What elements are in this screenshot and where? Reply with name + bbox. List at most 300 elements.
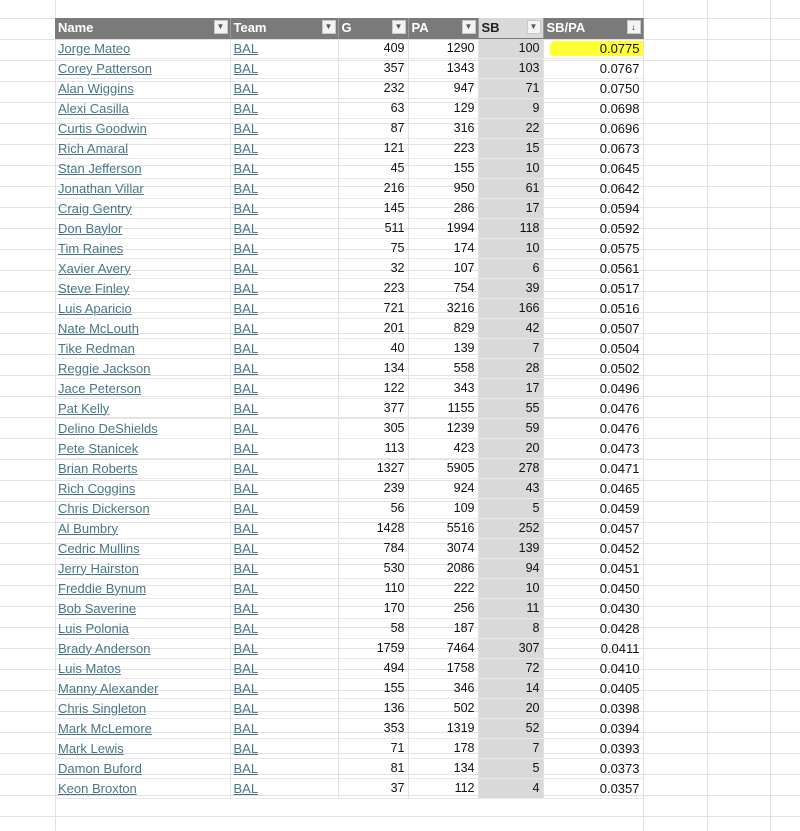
cell-g[interactable]: 40 bbox=[338, 338, 408, 358]
cell-sb[interactable]: 166 bbox=[478, 298, 543, 318]
column-header-pa[interactable] bbox=[408, 18, 478, 38]
cell-pa[interactable]: 558 bbox=[408, 358, 478, 378]
cell-sb-per-pa[interactable]: 0.0398 bbox=[543, 698, 643, 718]
cell-pa[interactable]: 109 bbox=[408, 498, 478, 518]
cell-g[interactable]: 113 bbox=[338, 438, 408, 458]
cell-name[interactable] bbox=[55, 718, 230, 738]
cell-pa[interactable]: 5905 bbox=[408, 458, 478, 478]
team-link[interactable]: BAL bbox=[233, 540, 259, 556]
column-header-name[interactable] bbox=[55, 18, 230, 38]
cell-name[interactable] bbox=[55, 78, 230, 98]
cell-name[interactable] bbox=[55, 558, 230, 578]
cell-sb[interactable]: 7 bbox=[478, 738, 543, 758]
cell-sb-per-pa[interactable]: 0.0594 bbox=[543, 198, 643, 218]
cell-team[interactable] bbox=[230, 658, 338, 678]
team-link[interactable]: BAL bbox=[233, 280, 259, 296]
cell-g[interactable]: 353 bbox=[338, 718, 408, 738]
team-link[interactable]: BAL bbox=[233, 60, 259, 76]
cell-g[interactable]: 136 bbox=[338, 698, 408, 718]
player-link[interactable]: Freddie Bynum bbox=[58, 580, 147, 596]
cell-g[interactable]: 511 bbox=[338, 218, 408, 238]
team-link[interactable]: BAL bbox=[233, 320, 259, 336]
cell-name[interactable] bbox=[55, 218, 230, 238]
cell-sb-per-pa[interactable]: 0.0561 bbox=[543, 258, 643, 278]
cell-sb[interactable]: 278 bbox=[478, 458, 543, 478]
cell-pa[interactable]: 1319 bbox=[408, 718, 478, 738]
cell-team[interactable] bbox=[230, 738, 338, 758]
cell-g[interactable]: 87 bbox=[338, 118, 408, 138]
cell-sb[interactable]: 55 bbox=[478, 398, 543, 418]
cell-sb-per-pa[interactable]: 0.0471 bbox=[543, 458, 643, 478]
player-link[interactable]: Brady Anderson bbox=[58, 640, 151, 656]
player-link[interactable]: Delino DeShields bbox=[58, 420, 158, 436]
cell-team[interactable] bbox=[230, 358, 338, 378]
cell-name[interactable] bbox=[55, 158, 230, 178]
cell-name[interactable] bbox=[55, 398, 230, 418]
cell-name[interactable] bbox=[55, 298, 230, 318]
team-link[interactable]: BAL bbox=[233, 660, 259, 676]
player-link[interactable]: Stan Jefferson bbox=[58, 160, 142, 176]
team-link[interactable]: BAL bbox=[233, 520, 259, 536]
player-link[interactable]: Rich Coggins bbox=[58, 480, 136, 496]
player-link[interactable]: Jerry Hairston bbox=[58, 560, 139, 576]
cell-team[interactable] bbox=[230, 758, 338, 778]
player-link[interactable]: Reggie Jackson bbox=[58, 360, 151, 376]
cell-name[interactable] bbox=[55, 58, 230, 78]
player-link[interactable]: Don Baylor bbox=[58, 220, 123, 236]
player-link[interactable]: Alan Wiggins bbox=[58, 80, 134, 96]
cell-pa[interactable]: 316 bbox=[408, 118, 478, 138]
cell-team[interactable] bbox=[230, 398, 338, 418]
team-link[interactable]: BAL bbox=[233, 140, 259, 156]
cell-pa[interactable]: 223 bbox=[408, 138, 478, 158]
team-link[interactable]: BAL bbox=[233, 120, 259, 136]
cell-g[interactable]: 216 bbox=[338, 178, 408, 198]
cell-name[interactable] bbox=[55, 38, 230, 58]
player-link[interactable]: Luis Matos bbox=[58, 660, 121, 676]
cell-pa[interactable]: 1239 bbox=[408, 418, 478, 438]
cell-sb[interactable]: 10 bbox=[478, 578, 543, 598]
cell-sb[interactable]: 10 bbox=[478, 158, 543, 178]
cell-g[interactable]: 1327 bbox=[338, 458, 408, 478]
cell-sb[interactable]: 17 bbox=[478, 198, 543, 218]
cell-sb[interactable]: 42 bbox=[478, 318, 543, 338]
cell-name[interactable] bbox=[55, 678, 230, 698]
cell-team[interactable] bbox=[230, 718, 338, 738]
player-link[interactable]: Mark Lewis bbox=[58, 740, 124, 756]
cell-name[interactable] bbox=[55, 518, 230, 538]
cell-pa[interactable]: 346 bbox=[408, 678, 478, 698]
player-link[interactable]: Alexi Casilla bbox=[58, 100, 129, 116]
cell-sb[interactable]: 39 bbox=[478, 278, 543, 298]
cell-pa[interactable]: 1155 bbox=[408, 398, 478, 418]
cell-name[interactable] bbox=[55, 478, 230, 498]
cell-name[interactable] bbox=[55, 658, 230, 678]
cell-pa[interactable]: 829 bbox=[408, 318, 478, 338]
cell-sb-per-pa[interactable]: 0.0592 bbox=[543, 218, 643, 238]
cell-sb-per-pa[interactable]: 0.0476 bbox=[543, 418, 643, 438]
cell-sb-per-pa[interactable]: 0.0575 bbox=[543, 238, 643, 258]
cell-sb-per-pa[interactable]: 0.0507 bbox=[543, 318, 643, 338]
player-link[interactable]: Pete Stanicek bbox=[58, 440, 139, 456]
team-link[interactable]: BAL bbox=[233, 360, 259, 376]
player-link[interactable]: Jace Peterson bbox=[58, 380, 142, 396]
player-link[interactable]: Al Bumbry bbox=[58, 520, 118, 536]
cell-name[interactable] bbox=[55, 598, 230, 618]
cell-name[interactable] bbox=[55, 738, 230, 758]
team-link[interactable]: BAL bbox=[233, 260, 259, 276]
team-link[interactable]: BAL bbox=[233, 440, 259, 456]
cell-pa[interactable]: 129 bbox=[408, 98, 478, 118]
cell-team[interactable] bbox=[230, 338, 338, 358]
cell-g[interactable]: 232 bbox=[338, 78, 408, 98]
cell-team[interactable] bbox=[230, 38, 338, 58]
player-link[interactable]: Curtis Goodwin bbox=[58, 120, 147, 136]
cell-sb-per-pa[interactable]: 0.0642 bbox=[543, 178, 643, 198]
cell-pa[interactable]: 134 bbox=[408, 758, 478, 778]
cell-sb[interactable]: 8 bbox=[478, 618, 543, 638]
cell-pa[interactable]: 423 bbox=[408, 438, 478, 458]
cell-team[interactable] bbox=[230, 478, 338, 498]
cell-sb-per-pa[interactable] bbox=[543, 38, 643, 58]
cell-pa[interactable]: 256 bbox=[408, 598, 478, 618]
team-link[interactable]: BAL bbox=[233, 200, 259, 216]
team-link[interactable]: BAL bbox=[233, 700, 259, 716]
cell-sb-per-pa[interactable]: 0.0394 bbox=[543, 718, 643, 738]
player-link[interactable]: Nate McLouth bbox=[58, 320, 139, 336]
cell-name[interactable] bbox=[55, 538, 230, 558]
cell-sb-per-pa[interactable]: 0.0767 bbox=[543, 58, 643, 78]
cell-g[interactable]: 110 bbox=[338, 578, 408, 598]
cell-name[interactable] bbox=[55, 278, 230, 298]
cell-g[interactable]: 155 bbox=[338, 678, 408, 698]
cell-pa[interactable]: 950 bbox=[408, 178, 478, 198]
cell-pa[interactable]: 1343 bbox=[408, 58, 478, 78]
cell-pa[interactable]: 112 bbox=[408, 778, 478, 798]
cell-sb[interactable]: 5 bbox=[478, 498, 543, 518]
cell-name[interactable] bbox=[55, 418, 230, 438]
cell-sb[interactable]: 100 bbox=[478, 38, 543, 58]
team-link[interactable]: BAL bbox=[233, 400, 259, 416]
team-link[interactable]: BAL bbox=[233, 340, 259, 356]
filter-dropdown-icon[interactable]: ▼ bbox=[214, 20, 228, 34]
cell-team[interactable] bbox=[230, 198, 338, 218]
team-link[interactable]: BAL bbox=[233, 780, 259, 796]
cell-sb-per-pa[interactable]: 0.0476 bbox=[543, 398, 643, 418]
team-link[interactable]: BAL bbox=[233, 640, 259, 656]
cell-pa[interactable]: 1758 bbox=[408, 658, 478, 678]
cell-team[interactable] bbox=[230, 558, 338, 578]
team-link[interactable]: BAL bbox=[233, 420, 259, 436]
cell-pa[interactable]: 155 bbox=[408, 158, 478, 178]
player-link[interactable]: Pat Kelly bbox=[58, 400, 110, 416]
cell-team[interactable] bbox=[230, 318, 338, 338]
player-link[interactable]: Luis Aparicio bbox=[58, 300, 132, 316]
cell-pa[interactable]: 174 bbox=[408, 238, 478, 258]
cell-sb-per-pa[interactable]: 0.0496 bbox=[543, 378, 643, 398]
team-link[interactable]: BAL bbox=[233, 160, 259, 176]
cell-sb-per-pa[interactable]: 0.0673 bbox=[543, 138, 643, 158]
cell-team[interactable] bbox=[230, 538, 338, 558]
cell-sb[interactable]: 71 bbox=[478, 78, 543, 98]
cell-pa[interactable]: 107 bbox=[408, 258, 478, 278]
player-link[interactable]: Manny Alexander bbox=[58, 680, 159, 696]
player-link[interactable]: Mark McLemore bbox=[58, 720, 152, 736]
cell-pa[interactable]: 1290 bbox=[408, 38, 478, 58]
cell-team[interactable] bbox=[230, 178, 338, 198]
cell-sb[interactable]: 61 bbox=[478, 178, 543, 198]
cell-team[interactable] bbox=[230, 598, 338, 618]
cell-name[interactable] bbox=[55, 458, 230, 478]
cell-pa[interactable]: 7464 bbox=[408, 638, 478, 658]
cell-g[interactable]: 121 bbox=[338, 138, 408, 158]
cell-team[interactable] bbox=[230, 638, 338, 658]
cell-sb-per-pa[interactable]: 0.0516 bbox=[543, 298, 643, 318]
cell-sb-per-pa[interactable]: 0.0459 bbox=[543, 498, 643, 518]
cell-sb-per-pa[interactable]: 0.0393 bbox=[543, 738, 643, 758]
cell-name[interactable] bbox=[55, 438, 230, 458]
column-header-team[interactable] bbox=[230, 18, 338, 38]
cell-g[interactable]: 56 bbox=[338, 498, 408, 518]
cell-team[interactable] bbox=[230, 438, 338, 458]
cell-g[interactable]: 1759 bbox=[338, 638, 408, 658]
cell-sb-per-pa[interactable]: 0.0451 bbox=[543, 558, 643, 578]
cell-sb[interactable]: 28 bbox=[478, 358, 543, 378]
cell-team[interactable] bbox=[230, 158, 338, 178]
cell-sb[interactable]: 20 bbox=[478, 698, 543, 718]
cell-team[interactable] bbox=[230, 98, 338, 118]
cell-team[interactable] bbox=[230, 458, 338, 478]
cell-sb-per-pa[interactable]: 0.0411 bbox=[543, 638, 643, 658]
cell-team[interactable] bbox=[230, 138, 338, 158]
team-link[interactable]: BAL bbox=[233, 620, 259, 636]
cell-sb[interactable]: 307 bbox=[478, 638, 543, 658]
team-link[interactable]: BAL bbox=[233, 40, 259, 56]
cell-name[interactable] bbox=[55, 698, 230, 718]
cell-team[interactable] bbox=[230, 678, 338, 698]
player-link[interactable]: Corey Patterson bbox=[58, 60, 152, 76]
cell-team[interactable] bbox=[230, 258, 338, 278]
cell-g[interactable]: 45 bbox=[338, 158, 408, 178]
cell-name[interactable] bbox=[55, 98, 230, 118]
player-link[interactable]: Chris Singleton bbox=[58, 700, 147, 716]
team-link[interactable]: BAL bbox=[233, 300, 259, 316]
cell-g[interactable]: 75 bbox=[338, 238, 408, 258]
cell-name[interactable] bbox=[55, 118, 230, 138]
player-link[interactable]: Craig Gentry bbox=[58, 200, 132, 216]
cell-sb[interactable]: 4 bbox=[478, 778, 543, 798]
column-header-sb[interactable] bbox=[478, 18, 543, 38]
player-link[interactable]: Tike Redman bbox=[58, 340, 135, 356]
cell-sb-per-pa[interactable]: 0.0357 bbox=[543, 778, 643, 798]
cell-g[interactable]: 170 bbox=[338, 598, 408, 618]
player-link[interactable]: Jorge Mateo bbox=[58, 40, 131, 56]
cell-sb[interactable]: 252 bbox=[478, 518, 543, 538]
cell-sb[interactable]: 43 bbox=[478, 478, 543, 498]
column-header-sb-per-pa[interactable] bbox=[543, 18, 643, 38]
cell-sb-per-pa[interactable]: 0.0750 bbox=[543, 78, 643, 98]
cell-sb[interactable]: 59 bbox=[478, 418, 543, 438]
cell-name[interactable] bbox=[55, 778, 230, 798]
cell-sb[interactable]: 103 bbox=[478, 58, 543, 78]
cell-sb-per-pa[interactable]: 0.0502 bbox=[543, 358, 643, 378]
cell-name[interactable] bbox=[55, 238, 230, 258]
player-link[interactable]: Tim Raines bbox=[58, 240, 124, 256]
cell-sb-per-pa[interactable]: 0.0645 bbox=[543, 158, 643, 178]
cell-name[interactable] bbox=[55, 638, 230, 658]
cell-g[interactable]: 145 bbox=[338, 198, 408, 218]
cell-name[interactable] bbox=[55, 358, 230, 378]
cell-pa[interactable]: 139 bbox=[408, 338, 478, 358]
cell-pa[interactable]: 924 bbox=[408, 478, 478, 498]
cell-sb[interactable]: 5 bbox=[478, 758, 543, 778]
cell-sb-per-pa[interactable]: 0.0450 bbox=[543, 578, 643, 598]
team-link[interactable]: BAL bbox=[233, 500, 259, 516]
filter-dropdown-icon[interactable]: ▼ bbox=[392, 20, 406, 34]
team-link[interactable]: BAL bbox=[233, 760, 259, 776]
cell-g[interactable]: 81 bbox=[338, 758, 408, 778]
cell-g[interactable]: 530 bbox=[338, 558, 408, 578]
team-link[interactable]: BAL bbox=[233, 740, 259, 756]
column-header-g[interactable] bbox=[338, 18, 408, 38]
cell-pa[interactable]: 3216 bbox=[408, 298, 478, 318]
cell-sb-per-pa[interactable]: 0.0373 bbox=[543, 758, 643, 778]
cell-g[interactable]: 201 bbox=[338, 318, 408, 338]
team-link[interactable]: BAL bbox=[233, 600, 259, 616]
cell-pa[interactable]: 5516 bbox=[408, 518, 478, 538]
cell-team[interactable] bbox=[230, 578, 338, 598]
cell-name[interactable] bbox=[55, 338, 230, 358]
cell-g[interactable]: 71 bbox=[338, 738, 408, 758]
cell-name[interactable] bbox=[55, 578, 230, 598]
cell-pa[interactable]: 754 bbox=[408, 278, 478, 298]
cell-name[interactable] bbox=[55, 258, 230, 278]
player-link[interactable]: Luis Polonia bbox=[58, 620, 129, 636]
cell-team[interactable] bbox=[230, 298, 338, 318]
cell-team[interactable] bbox=[230, 418, 338, 438]
team-link[interactable]: BAL bbox=[233, 480, 259, 496]
cell-sb[interactable]: 72 bbox=[478, 658, 543, 678]
cell-g[interactable]: 122 bbox=[338, 378, 408, 398]
player-link[interactable]: Damon Buford bbox=[58, 760, 142, 776]
cell-sb-per-pa[interactable]: 0.0698 bbox=[543, 98, 643, 118]
cell-name[interactable] bbox=[55, 138, 230, 158]
cell-sb[interactable]: 14 bbox=[478, 678, 543, 698]
cell-g[interactable]: 494 bbox=[338, 658, 408, 678]
cell-name[interactable] bbox=[55, 618, 230, 638]
cell-team[interactable] bbox=[230, 238, 338, 258]
cell-g[interactable]: 305 bbox=[338, 418, 408, 438]
cell-sb-per-pa[interactable]: 0.0410 bbox=[543, 658, 643, 678]
cell-g[interactable]: 377 bbox=[338, 398, 408, 418]
cell-name[interactable] bbox=[55, 198, 230, 218]
cell-team[interactable] bbox=[230, 618, 338, 638]
cell-g[interactable]: 134 bbox=[338, 358, 408, 378]
cell-g[interactable]: 58 bbox=[338, 618, 408, 638]
cell-name[interactable] bbox=[55, 498, 230, 518]
cell-sb[interactable]: 22 bbox=[478, 118, 543, 138]
player-link[interactable]: Steve Finley bbox=[58, 280, 130, 296]
cell-sb[interactable]: 11 bbox=[478, 598, 543, 618]
cell-sb-per-pa[interactable]: 0.0452 bbox=[543, 538, 643, 558]
cell-team[interactable] bbox=[230, 278, 338, 298]
team-link[interactable]: BAL bbox=[233, 560, 259, 576]
cell-pa[interactable]: 286 bbox=[408, 198, 478, 218]
cell-sb-per-pa[interactable]: 0.0465 bbox=[543, 478, 643, 498]
cell-team[interactable] bbox=[230, 378, 338, 398]
cell-pa[interactable]: 502 bbox=[408, 698, 478, 718]
cell-pa[interactable]: 947 bbox=[408, 78, 478, 98]
cell-name[interactable] bbox=[55, 318, 230, 338]
cell-pa[interactable]: 343 bbox=[408, 378, 478, 398]
team-link[interactable]: BAL bbox=[233, 720, 259, 736]
cell-pa[interactable]: 187 bbox=[408, 618, 478, 638]
player-link[interactable]: Jonathan Villar bbox=[58, 180, 144, 196]
cell-sb-per-pa[interactable]: 0.0696 bbox=[543, 118, 643, 138]
cell-g[interactable]: 357 bbox=[338, 58, 408, 78]
cell-g[interactable]: 63 bbox=[338, 98, 408, 118]
cell-sb[interactable]: 118 bbox=[478, 218, 543, 238]
cell-sb[interactable]: 9 bbox=[478, 98, 543, 118]
team-link[interactable]: BAL bbox=[233, 680, 259, 696]
cell-pa[interactable]: 2086 bbox=[408, 558, 478, 578]
cell-sb[interactable]: 17 bbox=[478, 378, 543, 398]
player-link[interactable]: Chris Dickerson bbox=[58, 500, 150, 516]
cell-pa[interactable]: 1994 bbox=[408, 218, 478, 238]
cell-sb[interactable]: 15 bbox=[478, 138, 543, 158]
player-link[interactable]: Xavier Avery bbox=[58, 260, 131, 276]
player-link[interactable]: Cedric Mullins bbox=[58, 540, 140, 556]
cell-g[interactable]: 409 bbox=[338, 38, 408, 58]
cell-g[interactable]: 37 bbox=[338, 778, 408, 798]
cell-sb-per-pa[interactable]: 0.0430 bbox=[543, 598, 643, 618]
filter-dropdown-icon[interactable]: ▼ bbox=[462, 20, 476, 34]
player-link[interactable]: Bob Saverine bbox=[58, 600, 137, 616]
cell-name[interactable] bbox=[55, 378, 230, 398]
team-link[interactable]: BAL bbox=[233, 220, 259, 236]
cell-sb[interactable]: 7 bbox=[478, 338, 543, 358]
cell-g[interactable]: 32 bbox=[338, 258, 408, 278]
cell-g[interactable]: 223 bbox=[338, 278, 408, 298]
cell-pa[interactable]: 222 bbox=[408, 578, 478, 598]
cell-sb[interactable]: 94 bbox=[478, 558, 543, 578]
cell-sb-per-pa[interactable]: 0.0457 bbox=[543, 518, 643, 538]
cell-sb-per-pa[interactable]: 0.0405 bbox=[543, 678, 643, 698]
cell-g[interactable]: 721 bbox=[338, 298, 408, 318]
team-link[interactable]: BAL bbox=[233, 100, 259, 116]
sort-descending-icon[interactable]: ↓ bbox=[627, 20, 641, 34]
team-link[interactable]: BAL bbox=[233, 80, 259, 96]
cell-pa[interactable]: 3074 bbox=[408, 538, 478, 558]
cell-g[interactable]: 239 bbox=[338, 478, 408, 498]
cell-g[interactable]: 784 bbox=[338, 538, 408, 558]
cell-team[interactable] bbox=[230, 498, 338, 518]
player-link[interactable]: Keon Broxton bbox=[58, 780, 137, 796]
filter-dropdown-icon[interactable]: ▼ bbox=[322, 20, 336, 34]
cell-sb[interactable]: 10 bbox=[478, 238, 543, 258]
cell-pa[interactable]: 178 bbox=[408, 738, 478, 758]
cell-team[interactable] bbox=[230, 118, 338, 138]
team-link[interactable]: BAL bbox=[233, 460, 259, 476]
cell-team[interactable] bbox=[230, 78, 338, 98]
cell-team[interactable] bbox=[230, 698, 338, 718]
team-link[interactable]: BAL bbox=[233, 580, 259, 596]
cell-sb[interactable]: 6 bbox=[478, 258, 543, 278]
cell-sb-per-pa[interactable]: 0.0517 bbox=[543, 278, 643, 298]
team-link[interactable]: BAL bbox=[233, 180, 259, 196]
player-link[interactable]: Rich Amaral bbox=[58, 140, 129, 156]
cell-sb[interactable]: 52 bbox=[478, 718, 543, 738]
